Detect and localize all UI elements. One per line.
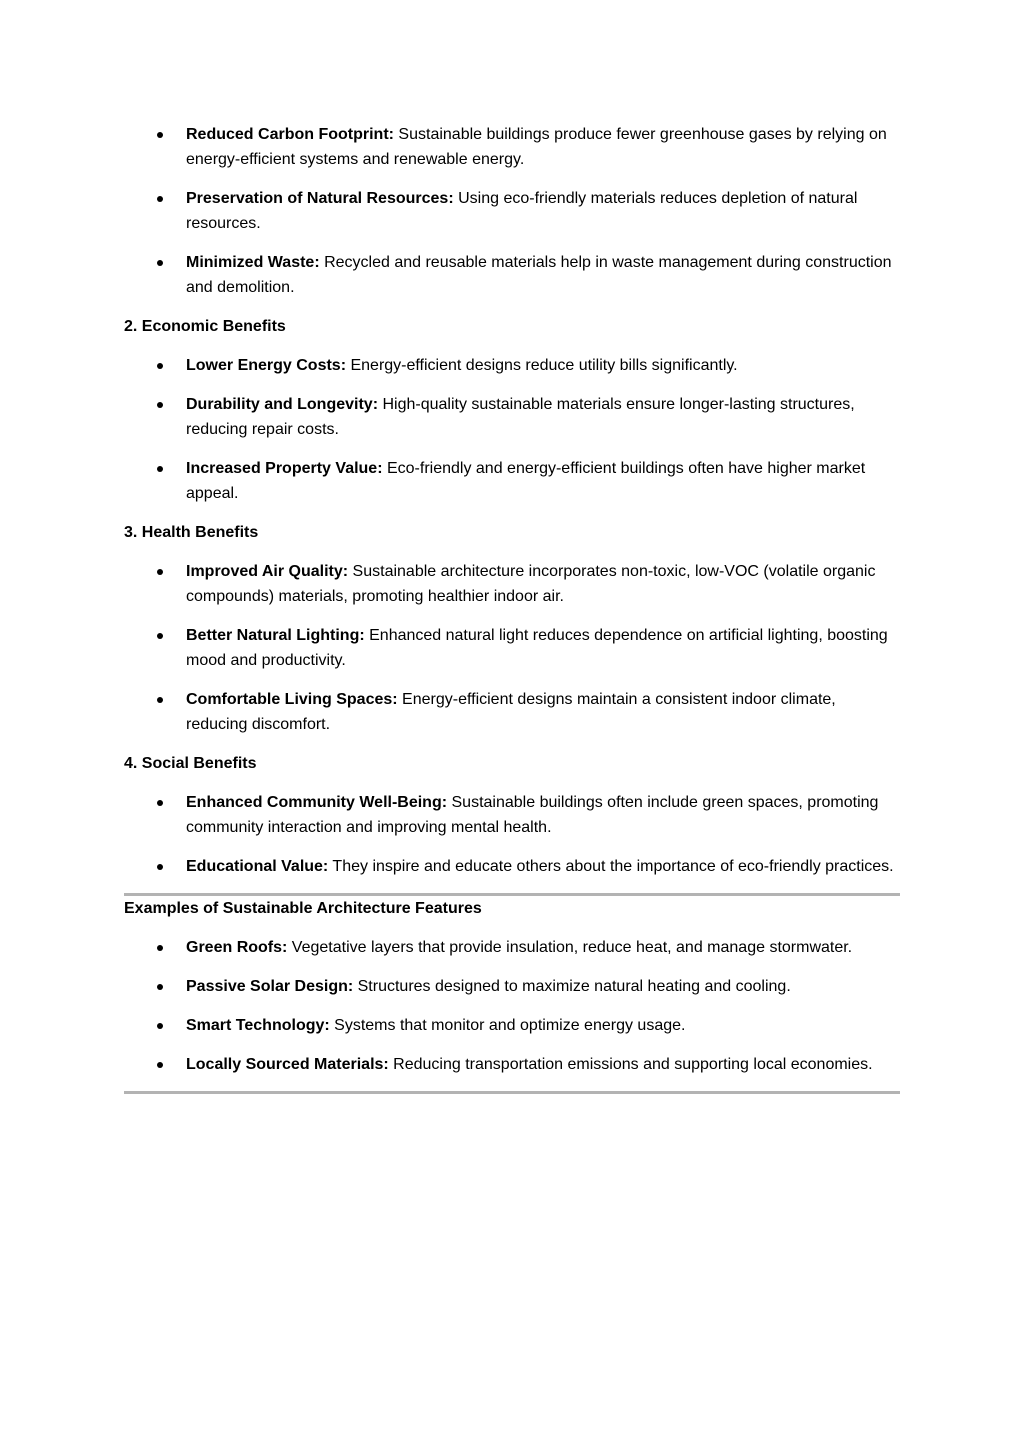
list-item (124, 623, 900, 673)
list-item-term: Passive Solar Design: (186, 978, 354, 995)
list-item (124, 392, 900, 442)
list-item-text: Sustainable architecture incorporates non-toxic, low-VOC (volatile organic compounds) materials, promoting healthier indoor air. (186, 563, 876, 605)
section-heading-economic: 2. Economic Benefits (124, 318, 286, 335)
list-item (124, 854, 900, 879)
list-item (124, 1052, 900, 1077)
list-item (124, 790, 900, 840)
list-item (124, 935, 900, 960)
list-item-text: High-quality sustainable materials ensure longer-lasting structures, reducing repair costs. (186, 396, 855, 438)
list-item-term: Lower Energy Costs: (186, 357, 347, 374)
features-list (124, 935, 900, 1077)
document-page (124, 122, 900, 1094)
list-item-term: Minimized Waste: (186, 254, 320, 271)
list-item-term: Enhanced Community Well-Being: (186, 794, 448, 811)
list-item-text: Reducing transportation emissions and supporting local economies. (388, 1056, 873, 1073)
list-item-text: Recycled and reusable materials help in waste management during construction and demolition. (186, 254, 892, 296)
list-item-term: Improved Air Quality: (186, 563, 349, 580)
list-item-term: Better Natural Lighting: (186, 627, 365, 644)
list-item-term: Preservation of Natural Resources: (186, 190, 454, 207)
list-item (124, 186, 900, 236)
section-heading-social: 4. Social Benefits (124, 755, 257, 772)
list-item (124, 559, 900, 609)
list-item (124, 1013, 900, 1038)
list-item-term: Locally Sourced Materials: (186, 1056, 389, 1073)
list-item (124, 974, 900, 999)
list-item-text: Systems that monitor and optimize energy usage. (329, 1017, 686, 1034)
list-item-term: Durability and Longevity: (186, 396, 379, 413)
list-item-term: Reduced Carbon Footprint: (186, 126, 394, 143)
list-item-text: Energy-efficient designs reduce utility bills significantly. (346, 357, 738, 374)
economic-benefits-list (124, 353, 900, 506)
list-item-term: Educational Value: (186, 858, 329, 875)
list-item-text: Eco-friendly and energy-efficient buildings often have higher market appeal. (186, 460, 866, 502)
list-item-text: Enhanced natural light reduces dependence on artificial lighting, boosting mood and productivity. (186, 627, 888, 669)
list-item-text: Sustainable buildings often include green spaces, promoting community interaction and improving mental health. (186, 794, 879, 836)
health-benefits-list (124, 559, 900, 737)
social-benefits-list (124, 790, 900, 879)
section-heading-features: Examples of Sustainable Architecture Features (124, 900, 482, 917)
list-item (124, 250, 900, 300)
list-item-text: They inspire and educate others about the importance of eco-friendly practices. (328, 858, 894, 875)
list-item (124, 353, 900, 378)
list-item-text: Using eco-friendly materials reduces depletion of natural resources. (186, 190, 858, 232)
section-divider (124, 1091, 900, 1094)
list-item-term: Comfortable Living Spaces: (186, 691, 398, 708)
list-item-term: Smart Technology: (186, 1017, 330, 1034)
environmental-benefits-list (124, 122, 900, 300)
list-item-text: Vegetative layers that provide insulation, reduce heat, and manage stormwater. (287, 939, 853, 956)
section-heading-health: 3. Health Benefits (124, 524, 259, 541)
list-item (124, 687, 900, 737)
list-item-text: Structures designed to maximize natural heating and cooling. (353, 978, 791, 995)
list-item-term: Increased Property Value: (186, 460, 383, 477)
list-item-text: Energy-efficient designs maintain a consistent indoor climate, reducing discomfort. (186, 691, 836, 733)
list-item-term: Green Roofs: (186, 939, 288, 956)
list-item-text: Sustainable buildings produce fewer greenhouse gases by relying on energy-efficient systems and renewable energy. (186, 126, 887, 168)
list-item (124, 456, 900, 506)
list-item (124, 122, 900, 172)
